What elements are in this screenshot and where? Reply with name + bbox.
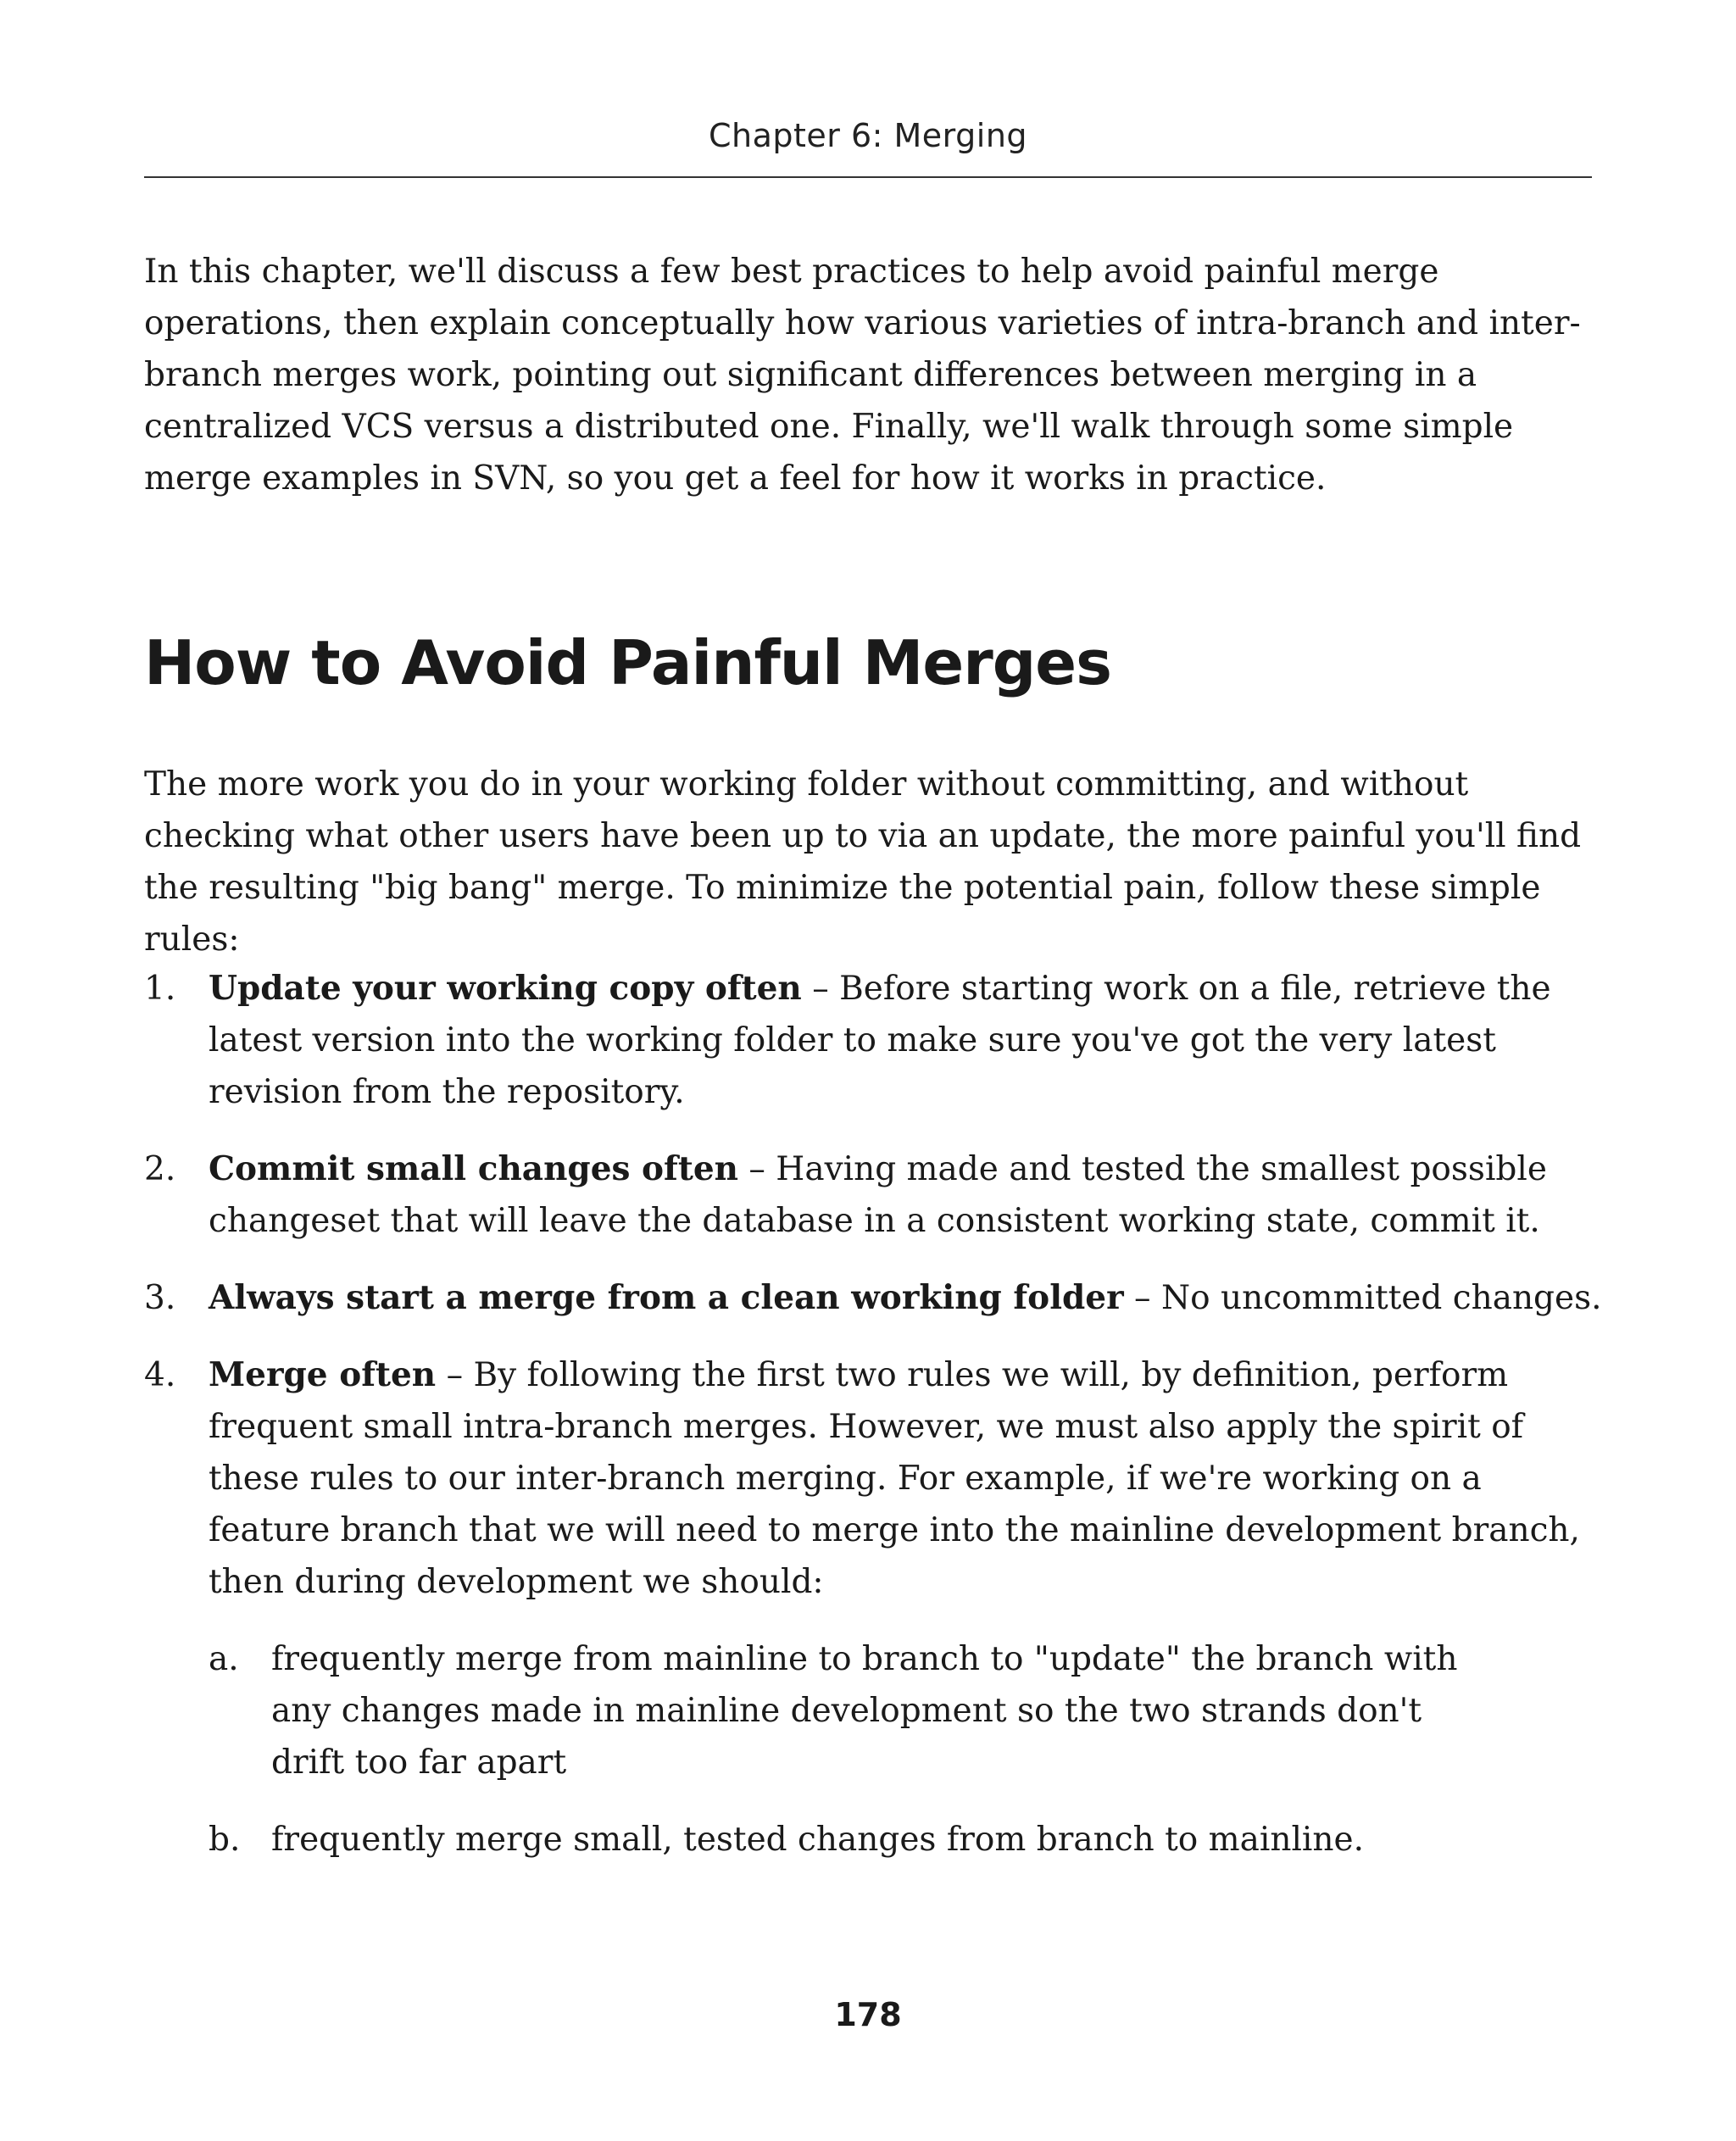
intro-paragraph: In this chapter, we'll discuss a few best practices to help avoid painful merge operations, then explain conceptually how various varieties of intra-branch and inter-branch merges work, pointing out significant differences between merging in a centralized VCS versus a distributed one. Finally, we'll walk through some simple merge examples in SVN, so you get a feel for how it works in practice. <box>144 253 1581 498</box>
rule-text: – By following the first two rules we will, by definition, perform frequent small intra-branch merges. However, we must also apply the spirit of these rules to our inter-branch merging. For example, if we're working on a feature branch that we will need to merge into the mainline development branch, then during development we should: <box>209 1356 1580 1601</box>
rule-item <box>144 1349 1602 1866</box>
subrule-letter: a. <box>209 1640 239 1678</box>
rule-title: Update your working copy often <box>209 969 802 1008</box>
rule-title: Commit small changes often <box>209 1149 739 1188</box>
running-header: Chapter 6: Merging <box>708 117 1028 154</box>
rule-text: – No uncommitted changes. <box>1123 1279 1602 1317</box>
subrule-item <box>209 1633 1458 1788</box>
rule-title: Merge often <box>209 1355 437 1394</box>
rule-number: 4. <box>144 1356 176 1394</box>
rule-item <box>144 1272 1602 1324</box>
section-heading: How to Avoid Painful Merges <box>144 627 1111 698</box>
rule-item <box>144 963 1602 1118</box>
subrule-item <box>209 1814 1458 1866</box>
rule-text: – Before starting work on a file, retrieve the latest version into the working folder to make sure you've got the very latest revision from the repository. <box>209 970 1551 1111</box>
subrule-letter: b. <box>209 1821 241 1859</box>
rule-number: 1. <box>144 970 176 1008</box>
rules-list <box>144 963 1602 1891</box>
rule-title: Always start a merge from a clean working folder <box>209 1278 1124 1317</box>
subrule-text: frequently merge small, tested changes from branch to mainline. <box>271 1821 1364 1859</box>
subrules-list <box>209 1633 1602 1866</box>
subrule-text: frequently merge from mainline to branch to "update" the branch with any changes made in mainline development so the two strands don't drift too far apart <box>271 1640 1458 1782</box>
rule-number: 3. <box>144 1279 176 1317</box>
rule-item <box>144 1143 1602 1247</box>
page-number: 178 <box>834 1996 902 2033</box>
section-paragraph: The more work you do in your working folder without committing, and without checking what other users have been up to via an update, the more painful you'll find the resulting "big bang" merge. To minimize the potential pain, follow these simple rules: <box>144 765 1582 959</box>
rule-number: 2. <box>144 1150 176 1188</box>
rule-text: – Having made and tested the smallest possible changeset that will leave the database in a consistent working state, commit it. <box>209 1150 1547 1240</box>
header-rule <box>144 176 1592 178</box>
